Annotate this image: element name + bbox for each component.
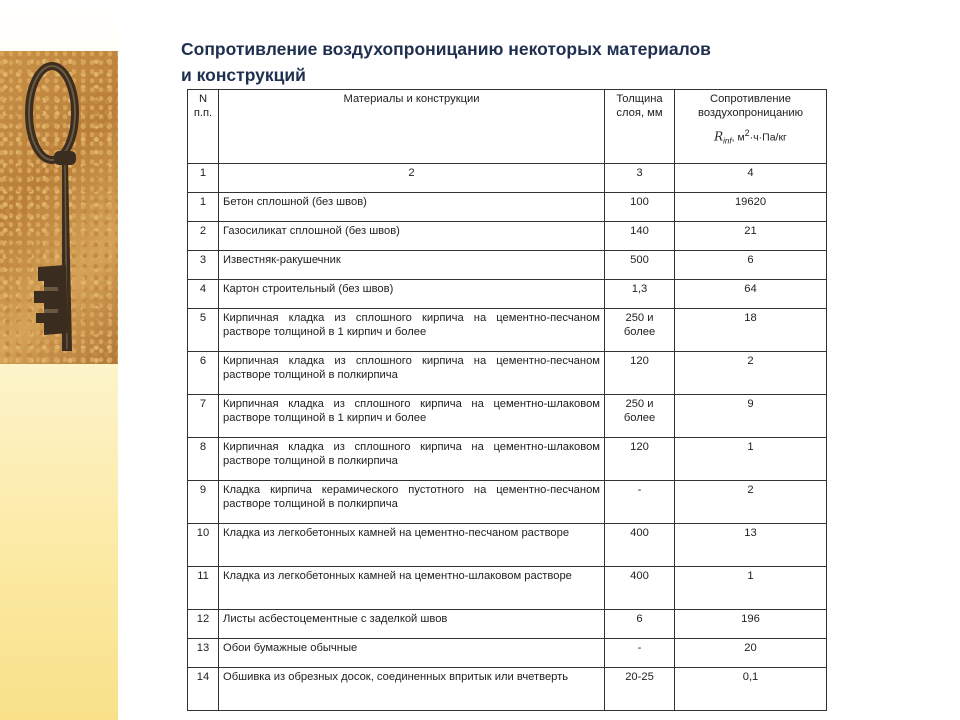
resistance-unit xyxy=(679,126,822,149)
row-resistance: 64 xyxy=(675,280,827,309)
resistance-symbol: R xyxy=(714,129,724,144)
row-number: 9 xyxy=(188,481,219,524)
index-row xyxy=(188,164,827,193)
table-row xyxy=(188,222,827,251)
row-number: 13 xyxy=(188,639,219,668)
header-resistance xyxy=(675,90,827,164)
row-resistance: 19620 xyxy=(675,193,827,222)
row-thickness: 140 xyxy=(605,222,675,251)
row-thickness: 250 и более xyxy=(605,309,675,352)
header-thickness: Толщина слоя, мм xyxy=(605,90,675,164)
header-resistance-label: Сопротивление воздухопроницанию xyxy=(698,93,803,119)
table-row xyxy=(188,352,827,395)
table-row xyxy=(188,668,827,711)
table-row xyxy=(188,280,827,309)
resistance-subscript: inf xyxy=(723,136,732,146)
table-row xyxy=(188,193,827,222)
table-row xyxy=(188,610,827,639)
row-material: Кладка из легкобетонных камней на цементно-шлаковом растворе xyxy=(219,567,605,610)
row-thickness: 1,3 xyxy=(605,280,675,309)
table-row xyxy=(188,309,827,352)
table-row xyxy=(188,251,827,280)
row-thickness: 400 xyxy=(605,524,675,567)
row-thickness: 500 xyxy=(605,251,675,280)
header-row xyxy=(188,90,827,164)
row-resistance: 20 xyxy=(675,639,827,668)
row-material: Листы асбестоцементные с заделкой швов xyxy=(219,610,605,639)
row-number: 7 xyxy=(188,395,219,438)
row-resistance: 0,1 xyxy=(675,668,827,711)
resistance-unit-pre: , м xyxy=(731,131,745,144)
index-cell: 4 xyxy=(675,164,827,193)
row-number: 8 xyxy=(188,438,219,481)
row-material: Обои бумажные обычные xyxy=(219,639,605,668)
row-number: 1 xyxy=(188,193,219,222)
index-cell: 1 xyxy=(188,164,219,193)
row-material: Кирпичная кладка из сплошного кирпича на цементно-песчаном растворе толщиной в полкирпича xyxy=(219,352,605,395)
old-key-photo xyxy=(0,51,118,364)
title-line-1: Сопротивление воздухопроницанию некоторых материалов xyxy=(181,39,711,59)
row-resistance: 2 xyxy=(675,481,827,524)
row-thickness: - xyxy=(605,481,675,524)
row-resistance: 18 xyxy=(675,309,827,352)
table-row xyxy=(188,567,827,610)
old-key-icon xyxy=(0,51,118,364)
row-material: Кладка кирпича керамического пустотного на цементно-песчаном растворе толщиной в полкирпича xyxy=(219,481,605,524)
table-row xyxy=(188,438,827,481)
table-row xyxy=(188,639,827,668)
row-number: 3 xyxy=(188,251,219,280)
row-thickness: 120 xyxy=(605,352,675,395)
row-material: Газосиликат сплошной (без швов) xyxy=(219,222,605,251)
row-number: 11 xyxy=(188,567,219,610)
row-resistance: 2 xyxy=(675,352,827,395)
row-material: Кирпичная кладка из сплошного кирпича на цементно-шлаковом растворе толщиной в 1 кирпич и более xyxy=(219,395,605,438)
row-number: 14 xyxy=(188,668,219,711)
row-thickness: - xyxy=(605,639,675,668)
row-material: Картон строительный (без швов) xyxy=(219,280,605,309)
materials-table xyxy=(187,89,827,711)
row-resistance: 13 xyxy=(675,524,827,567)
table-row xyxy=(188,524,827,567)
table-row xyxy=(188,481,827,524)
row-material: Кладка из легкобетонных камней на цементно-песчаном растворе xyxy=(219,524,605,567)
row-resistance: 1 xyxy=(675,567,827,610)
row-thickness: 120 xyxy=(605,438,675,481)
row-resistance: 196 xyxy=(675,610,827,639)
row-thickness: 20-25 xyxy=(605,668,675,711)
resistance-unit-post: ·ч·Па/кг xyxy=(749,131,787,144)
resistance-unit-sup: 2 xyxy=(744,128,750,138)
row-thickness: 100 xyxy=(605,193,675,222)
table-row xyxy=(188,395,827,438)
row-number: 6 xyxy=(188,352,219,395)
row-resistance: 21 xyxy=(675,222,827,251)
row-number: 4 xyxy=(188,280,219,309)
row-resistance: 9 xyxy=(675,395,827,438)
row-material: Известняк-ракушечник xyxy=(219,251,605,280)
row-number: 12 xyxy=(188,610,219,639)
row-number: 2 xyxy=(188,222,219,251)
index-cell: 3 xyxy=(605,164,675,193)
header-n: N п.п. xyxy=(188,90,219,164)
index-cell: 2 xyxy=(219,164,605,193)
row-number: 10 xyxy=(188,524,219,567)
row-number: 5 xyxy=(188,309,219,352)
title-line-2: и конструкций xyxy=(181,65,306,85)
row-thickness: 250 и более xyxy=(605,395,675,438)
row-thickness: 400 xyxy=(605,567,675,610)
row-material: Кирпичная кладка из сплошного кирпича на цементно-шлаковом растворе толщиной в полкирпича xyxy=(219,438,605,481)
row-thickness: 6 xyxy=(605,610,675,639)
row-resistance: 6 xyxy=(675,251,827,280)
row-material: Бетон сплошной (без швов) xyxy=(219,193,605,222)
page-title xyxy=(181,36,861,88)
row-material: Обшивка из обрезных досок, соединенных впритык или вчетверть xyxy=(219,668,605,711)
row-material: Кирпичная кладка из сплошного кирпича на цементно-песчаном растворе толщиной в 1 кирпич и более xyxy=(219,309,605,352)
header-material: Материалы и конструкции xyxy=(219,90,605,164)
row-resistance: 1 xyxy=(675,438,827,481)
